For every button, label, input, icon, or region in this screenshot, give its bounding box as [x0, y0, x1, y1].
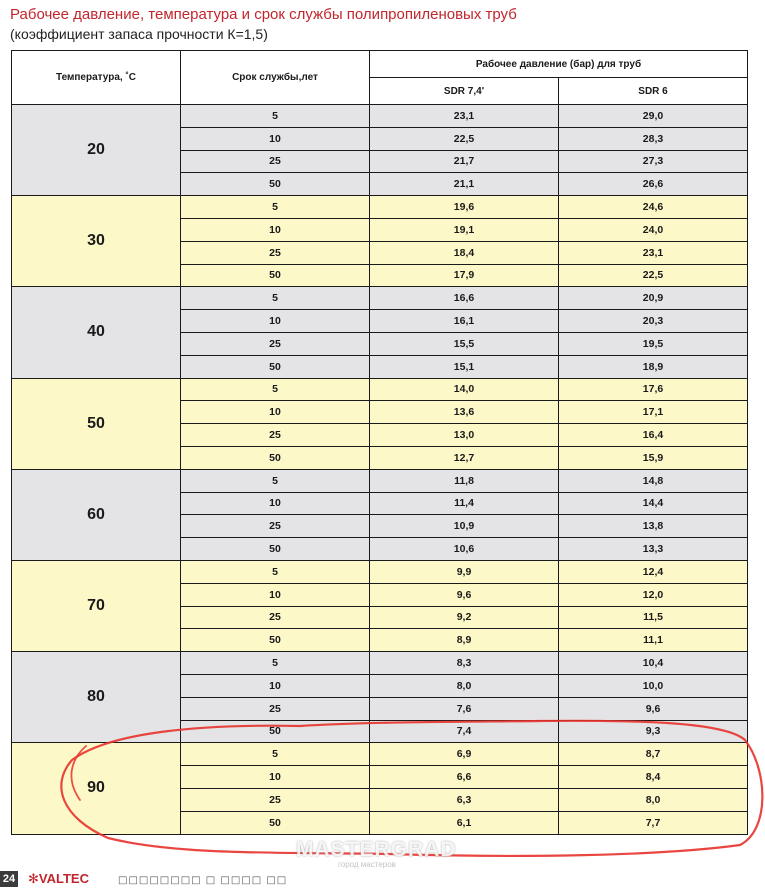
sdr-7-4-cell: 21,7	[370, 150, 559, 173]
sdr-6-cell: 8,0	[559, 788, 748, 811]
sdr-7-4-cell: 6,6	[370, 766, 559, 789]
service-life-cell: 25	[181, 515, 370, 538]
service-life-cell: 50	[181, 355, 370, 378]
table-row	[12, 287, 748, 310]
sdr-7-4-cell: 17,9	[370, 264, 559, 287]
sdr-6-cell: 18,9	[559, 355, 748, 378]
sdr-7-4-cell: 23,1	[370, 105, 559, 128]
table-row	[12, 469, 748, 492]
sdr-7-4-cell: 22,5	[370, 127, 559, 150]
sdr-6-cell: 16,4	[559, 424, 748, 447]
table-row	[12, 105, 748, 128]
sdr-7-4-cell: 12,7	[370, 446, 559, 469]
service-life-cell: 50	[181, 811, 370, 834]
sdr-6-cell: 20,3	[559, 310, 748, 333]
service-life-cell: 50	[181, 264, 370, 287]
temperature-cell: 30	[12, 196, 181, 287]
sdr-7-4-cell: 6,1	[370, 811, 559, 834]
page-subtitle: (коэффициент запаса прочности К=1,5)	[10, 26, 268, 42]
service-life-cell: 25	[181, 241, 370, 264]
sdr-6-cell: 12,0	[559, 583, 748, 606]
temperature-cell: 80	[12, 652, 181, 743]
sdr-6-cell: 12,4	[559, 560, 748, 583]
sdr-7-4-cell: 21,1	[370, 173, 559, 196]
sdr-6-cell: 26,6	[559, 173, 748, 196]
brand-logo-icon: ✻	[28, 871, 39, 886]
sdr-6-cell: 28,3	[559, 127, 748, 150]
sdr-6-cell: 27,3	[559, 150, 748, 173]
service-life-cell: 50	[181, 629, 370, 652]
temperature-cell: 50	[12, 378, 181, 469]
service-life-cell: 25	[181, 332, 370, 355]
table-row	[12, 652, 748, 675]
service-life-cell: 25	[181, 150, 370, 173]
sdr-6-cell: 15,9	[559, 446, 748, 469]
watermark: MASTERGRAD	[296, 838, 457, 861]
sdr-7-4-cell: 6,3	[370, 788, 559, 811]
service-life-cell: 5	[181, 287, 370, 310]
sdr-6-cell: 13,8	[559, 515, 748, 538]
temperature-cell: 40	[12, 287, 181, 378]
page-number: 24	[0, 871, 18, 887]
watermark-subtitle: город мастеров	[338, 860, 396, 869]
temperature-cell: 20	[12, 105, 181, 196]
service-life-cell: 50	[181, 720, 370, 743]
sdr-6-cell: 17,1	[559, 401, 748, 424]
sdr-6-cell: 9,3	[559, 720, 748, 743]
service-life-cell: 25	[181, 606, 370, 629]
service-life-cell: 5	[181, 652, 370, 675]
service-life-cell: 50	[181, 173, 370, 196]
sdr-6-cell: 23,1	[559, 241, 748, 264]
service-life-cell: 5	[181, 743, 370, 766]
sdr-7-4-cell: 8,3	[370, 652, 559, 675]
page-title: Рабочее давление, температура и срок службы полипропиленовых труб	[10, 6, 517, 23]
sdr-7-4-cell: 8,9	[370, 629, 559, 652]
service-life-cell: 10	[181, 218, 370, 241]
sdr-7-4-cell: 11,4	[370, 492, 559, 515]
header-service-life: Срок службы,лет	[181, 51, 370, 105]
service-life-cell: 10	[181, 310, 370, 333]
pressure-table	[11, 50, 748, 835]
sdr-6-cell: 10,4	[559, 652, 748, 675]
sdr-6-cell: 19,5	[559, 332, 748, 355]
sdr-7-4-cell: 7,4	[370, 720, 559, 743]
sdr-6-cell: 11,1	[559, 629, 748, 652]
sdr-7-4-cell: 9,2	[370, 606, 559, 629]
sdr-7-4-cell: 14,0	[370, 378, 559, 401]
header-sdr-7-4: SDR 7,4'	[370, 78, 559, 105]
sdr-6-cell: 14,4	[559, 492, 748, 515]
table-row	[12, 196, 748, 219]
service-life-cell: 10	[181, 492, 370, 515]
service-life-cell: 5	[181, 196, 370, 219]
temperature-cell: 90	[12, 743, 181, 834]
service-life-cell: 10	[181, 674, 370, 697]
brand-name: VALTEC	[38, 871, 89, 886]
page-footer	[0, 870, 765, 888]
sdr-7-4-cell: 9,6	[370, 583, 559, 606]
service-life-cell: 10	[181, 766, 370, 789]
sdr-6-cell: 24,6	[559, 196, 748, 219]
service-life-cell: 50	[181, 538, 370, 561]
service-life-cell: 5	[181, 560, 370, 583]
sdr-6-cell: 8,4	[559, 766, 748, 789]
temperature-cell: 70	[12, 560, 181, 651]
header-sdr-6: SDR 6	[559, 78, 748, 105]
sdr-7-4-cell: 11,8	[370, 469, 559, 492]
header-working-pressure: Рабочее давление (бар) для труб	[370, 51, 748, 78]
sdr-6-cell: 24,0	[559, 218, 748, 241]
sdr-7-4-cell: 16,1	[370, 310, 559, 333]
sdr-6-cell: 14,8	[559, 469, 748, 492]
service-life-cell: 5	[181, 105, 370, 128]
table-row	[12, 560, 748, 583]
service-life-cell: 25	[181, 697, 370, 720]
sdr-6-cell: 10,0	[559, 674, 748, 697]
table-row	[12, 378, 748, 401]
table-body	[12, 105, 748, 835]
sdr-6-cell: 7,7	[559, 811, 748, 834]
brand-logo	[28, 872, 89, 886]
service-life-cell: 10	[181, 583, 370, 606]
sdr-7-4-cell: 10,9	[370, 515, 559, 538]
sdr-7-4-cell: 16,6	[370, 287, 559, 310]
header-temperature: Температура, ˚С	[12, 51, 181, 105]
table-row	[12, 743, 748, 766]
service-life-cell: 10	[181, 127, 370, 150]
sdr-7-4-cell: 15,1	[370, 355, 559, 378]
service-life-cell: 50	[181, 446, 370, 469]
service-life-cell: 25	[181, 424, 370, 447]
service-life-cell: 25	[181, 788, 370, 811]
sdr-6-cell: 11,5	[559, 606, 748, 629]
sdr-7-4-cell: 8,0	[370, 674, 559, 697]
sdr-7-4-cell: 6,9	[370, 743, 559, 766]
sdr-7-4-cell: 19,6	[370, 196, 559, 219]
sdr-7-4-cell: 13,6	[370, 401, 559, 424]
sdr-7-4-cell: 15,5	[370, 332, 559, 355]
service-life-cell: 5	[181, 378, 370, 401]
temperature-cell: 60	[12, 469, 181, 560]
sdr-7-4-cell: 7,6	[370, 697, 559, 720]
service-life-cell: 5	[181, 469, 370, 492]
sdr-6-cell: 22,5	[559, 264, 748, 287]
sdr-7-4-cell: 19,1	[370, 218, 559, 241]
service-life-cell: 10	[181, 401, 370, 424]
sdr-7-4-cell: 10,6	[370, 538, 559, 561]
sdr-6-cell: 13,3	[559, 538, 748, 561]
sdr-6-cell: 17,6	[559, 378, 748, 401]
sdr-7-4-cell: 13,0	[370, 424, 559, 447]
sdr-7-4-cell: 18,4	[370, 241, 559, 264]
footer-text: □□□□□□□□ □ □□□□ □□	[118, 875, 288, 886]
sdr-6-cell: 20,9	[559, 287, 748, 310]
sdr-6-cell: 29,0	[559, 105, 748, 128]
sdr-6-cell: 9,6	[559, 697, 748, 720]
sdr-7-4-cell: 9,9	[370, 560, 559, 583]
sdr-6-cell: 8,7	[559, 743, 748, 766]
